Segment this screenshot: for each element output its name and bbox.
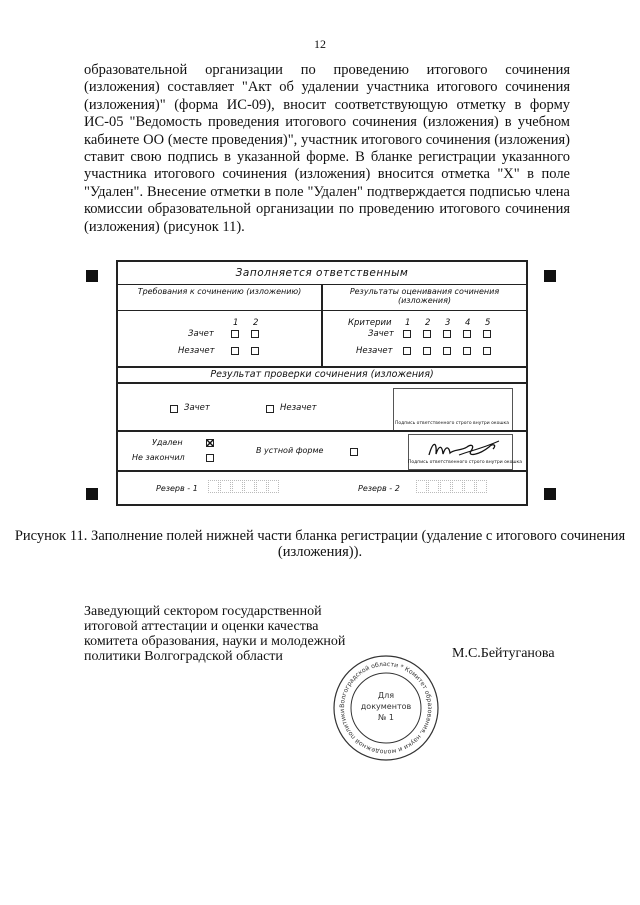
results-nezachet-label: Незачет — [356, 346, 393, 356]
requirements-title: Требования к сочинению (изложению) — [137, 287, 302, 296]
signature-line-2: итоговой аттестации и оценки качества — [84, 619, 319, 634]
result-nezachet-checkbox[interactable] — [266, 405, 274, 413]
section-divider — [118, 382, 526, 384]
form-header: Заполняется ответственным — [118, 262, 526, 285]
removed-label: Удален — [152, 438, 183, 447]
section-divider — [118, 430, 526, 432]
not-finished-label: Не закончил — [132, 453, 185, 462]
signature-block — [84, 604, 345, 664]
official-stamp — [332, 654, 440, 762]
results-zachet-label: Зачет — [368, 329, 394, 339]
corner-marker-bl — [86, 488, 98, 500]
req2-nezachet-checkbox[interactable] — [251, 347, 259, 355]
svg-text:№ 1: № 1 — [378, 713, 394, 722]
registration-form-fragment — [116, 260, 528, 506]
oral-form-checkbox[interactable] — [350, 448, 358, 456]
corner-marker-tl — [86, 270, 98, 282]
req1-nezachet-checkbox[interactable] — [231, 347, 239, 355]
figure-caption: Рисунок 11. Заполнение полей нижней части бланка регистрации (удаление с итогового сочинения (изложения)). — [14, 528, 626, 560]
crit4-nezachet-checkbox[interactable] — [463, 347, 471, 355]
page-number: 12 — [314, 37, 326, 51]
req-zachet-label: Зачет — [188, 329, 214, 339]
removed-checkbox[interactable] — [206, 439, 214, 447]
corner-marker-tr — [544, 270, 556, 282]
section-divider — [118, 366, 526, 368]
check-result-title: Результат проверки сочинения (изложения) — [210, 369, 434, 380]
crit2-zachet-checkbox[interactable] — [423, 330, 431, 338]
crit3-nezachet-checkbox[interactable] — [443, 347, 451, 355]
reserve-1-field[interactable] — [208, 480, 280, 494]
crit4-zachet-checkbox[interactable] — [463, 330, 471, 338]
signature-caption-removal: Подпись ответственного строго внутри окошка — [408, 460, 522, 465]
body-paragraph: образовательной организации по проведению итогового сочинения (изложения) составляет "Акт об удалении участника итогового сочинения (изложения)" (форма ИС-09), вносит соответствующую отметку в форму ИС-05 "Ведомость проведения итогового сочинения (изложения) в учебном кабинете ОО (месте проведения)", участник итогового сочинения (изложения) ставит свою подпись в указанной форме. В бланке регистрации указанного участника итогового сочинения (изложения) вносится отметка "Х" в поле "Удален". Внесение отметки в поле "Удален" подтверждается подписью члена комиссии образовательной организации по проведению итогового сочинения (изложения) (рисунок 11). — [84, 62, 570, 235]
reserve-2-label: Резерв - 2 — [358, 484, 400, 493]
criteria-label: Критерии — [348, 318, 392, 328]
req-number-1: 1 — [233, 318, 239, 328]
crit3-zachet-checkbox[interactable] — [443, 330, 451, 338]
signature-caption-result: Подпись ответственного строго внутри окошка — [395, 421, 509, 426]
req2-zachet-checkbox[interactable] — [251, 330, 259, 338]
signer-name: М.С.Бейтуганова — [452, 646, 555, 661]
crit1-nezachet-checkbox[interactable] — [403, 347, 411, 355]
signature-line-1: Заведующий сектором государственной — [84, 604, 322, 619]
crit5-nezachet-checkbox[interactable] — [483, 347, 491, 355]
reserve-1-label: Резерв - 1 — [156, 484, 198, 493]
svg-text:Для: Для — [377, 691, 395, 700]
criteria-number-4: 4 — [465, 318, 471, 328]
column-divider — [321, 284, 323, 368]
req-nezachet-label: Незачет — [178, 346, 215, 356]
req1-zachet-checkbox[interactable] — [231, 330, 239, 338]
cross-mark-icon — [206, 439, 214, 447]
crit5-zachet-checkbox[interactable] — [483, 330, 491, 338]
criteria-number-3: 3 — [445, 318, 451, 328]
signature-line-4: политики Волгоградской области — [84, 649, 283, 664]
signature-line-3: комитета образования, науки и молодежной — [84, 634, 346, 649]
not-finished-checkbox[interactable] — [206, 454, 214, 462]
req-number-2: 2 — [253, 318, 259, 328]
oral-form-label: В устной форме — [256, 446, 324, 455]
stamp-seal-icon — [332, 654, 440, 762]
svg-text:Волгоградской области * Комите: Волгоградской области * Комитет образования, науки и молодежной политики — [338, 660, 434, 756]
criteria-number-1: 1 — [405, 318, 411, 328]
svg-text:документов: документов — [360, 702, 412, 711]
results-title: Результаты оценивания сочинения (изложения) — [349, 287, 500, 305]
handwritten-signature-icon — [408, 435, 522, 465]
corner-marker-br — [544, 488, 556, 500]
result-zachet-checkbox[interactable] — [170, 405, 178, 413]
result-zachet-label: Зачет — [184, 403, 210, 413]
criteria-number-2: 2 — [425, 318, 431, 328]
crit1-zachet-checkbox[interactable] — [403, 330, 411, 338]
reserve-2-field[interactable] — [416, 480, 488, 494]
result-nezachet-label: Незачет — [280, 403, 317, 413]
section-divider — [118, 470, 526, 472]
crit2-nezachet-checkbox[interactable] — [423, 347, 431, 355]
criteria-number-5: 5 — [485, 318, 491, 328]
